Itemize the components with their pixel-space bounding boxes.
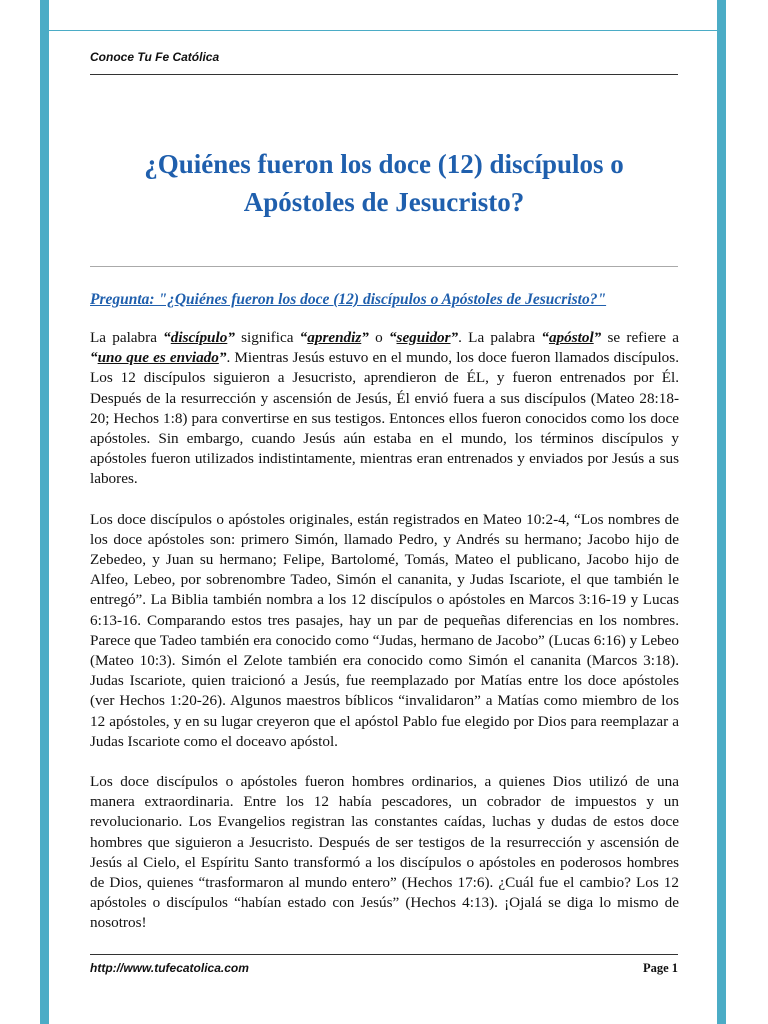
- page-title: [90, 145, 678, 221]
- term-discipulo: discípulo: [170, 329, 228, 346]
- p1-text-6: . Mientras Jesús estuvo en el mundo, los doce fueron llamados discípulos. Los 12 discípulos siguieron a Jesucristo, aprendieron de ÉL, y fueron entrenados por Él. Después de la resurrección y ascensión de Jesús, Él envió fuera a sus discípulos (Mateo 28:18-20; Hechos 1:8) para convertirse en sus testigos. Entonces ellos fueron conocidos como los doce apóstoles. Sin embargo, cuando Jesús aún estaba en el mundo, los términos discípulos y apóstoles fueron utilizados indistintamente, mientras eran entrenados y enviados por Jesús a sus labores.: [90, 349, 679, 488]
- p1-text-5: se refiere a: [601, 329, 679, 346]
- footer-url: http://www.tufecatolica.com: [90, 961, 249, 975]
- paragraph-3: Los doce discípulos o apóstoles fueron hombres ordinarios, a quienes Dios utilizó de una manera extraordinaria. Entre los 12 había pescadores, un cobrador de impuestos y un revolucionario. Los Evangelios registran las constantes caídas, luchas y dudas de estos doce hombres que siguieron a Jesucristo. Después de ser testigos de la resurrección y ascensión de Jesús al Cielo, el Espíritu Santo transformó a los discípulos o apóstoles en poderosos hombres de Dios, quienes “trasformaron al mundo entero” (Hechos 17:6). ¿Cuál fue el cambio? Los 12 apóstoles o discípulos “habían estado con Jesús” (Hechos 4:13). ¡Ojalá se diga lo mismo de nosotros!: [90, 773, 679, 932]
- title-line-2: Apóstoles de Jesucristo?: [243, 187, 525, 217]
- title-line-1: ¿Quiénes fueron los doce (12) discípulos o: [144, 149, 624, 179]
- term-aprendiz: aprendiz: [307, 329, 362, 346]
- term-apostol: apóstol: [548, 329, 594, 346]
- article-body: [90, 328, 679, 934]
- term-uno-que-es-enviado: uno que es enviado: [97, 349, 219, 367]
- title-divider: [90, 266, 678, 267]
- footer-divider: [90, 954, 678, 955]
- p1-text-3: o: [368, 329, 389, 346]
- paragraph-1: La palabra “discípulo” significa “aprendiz” o “seguidor”. La palabra “apóstol” se refiere a “uno que es enviado”. Mientras Jesús estuvo en el mundo, los doce fueron llamados discípulos. Los 12 discípulos siguieron a Jesucristo, aprendieron de ÉL, y fueron entrenados por Él. Después de la resurrección y ascensión de Jesús, Él envió fuera a sus discípulos (Mateo 28:18-20; Hechos 1:8) para convertirse en sus testigos. Entonces ellos fueron conocidos como los doce apóstoles. Sin embargo, cuando Jesús aún estaba en el mundo, los términos discípulos y apóstoles fueron utilizados indistintamente, mientras eran entrenados y enviados por Jesús a sus labores.: [90, 329, 679, 488]
- term-seguidor: seguidor: [396, 329, 451, 346]
- paragraph-2: Los doce discípulos o apóstoles originales, están registrados en Mateo 10:2-4, “Los nombres de los doce apóstoles son: primero Simón, llamado Pedro, y Andrés su hermano; Jacobo hijo de Zebedeo, y Juan su hermano; Felipe, Bartolomé, Tomás, Mateo el publicano, Jacobo hijo de Alfeo, Lebeo, por sobrenombre Tadeo, Simón el cananita, y Judas Iscariote, el que también le entregó”. La Biblia también nombra a los 12 discípulos o apóstoles en Marcos 3:16-19 y Lucas 6:13-16. Comparando estos tres pasajes, hay un par de pequeñas diferencias en los nombres. Parece que Tadeo también era conocido como “Judas, hermano de Jacobo” (Lucas 6:16) y Lebeo (Mateo 10:3). Simón el Zelote también era conocido como Simón el cananita (Marcos 3:18). Judas Iscariote, quien traicionó a Jesús, fue reemplazado por Matías entre los doce apóstoles (ver Hechos 1:20-26). Algunos maestros bíblicos “invalidaron” a Matías como miembro de los 12 apóstoles, y en su lugar creyeron que el apóstol Pablo fue elegido por Dios para reemplazar a Judas Iscariote como el doceavo apóstol.: [90, 510, 679, 750]
- left-accent-bar: [40, 0, 49, 1024]
- header-title: Conoce Tu Fe Católica: [90, 50, 220, 64]
- top-rule: [40, 30, 726, 31]
- header-divider: [90, 74, 678, 75]
- question-heading: Pregunta: "¿Quiénes fueron los doce (12) discípulos o Apóstoles de Jesucristo?": [90, 291, 607, 308]
- p1-text-2: significa: [234, 329, 300, 346]
- p1-text-1: La palabra: [90, 329, 164, 346]
- page-number: Page 1: [642, 961, 678, 975]
- right-accent-bar: [717, 0, 726, 1024]
- p1-text-4: . La palabra: [458, 329, 542, 346]
